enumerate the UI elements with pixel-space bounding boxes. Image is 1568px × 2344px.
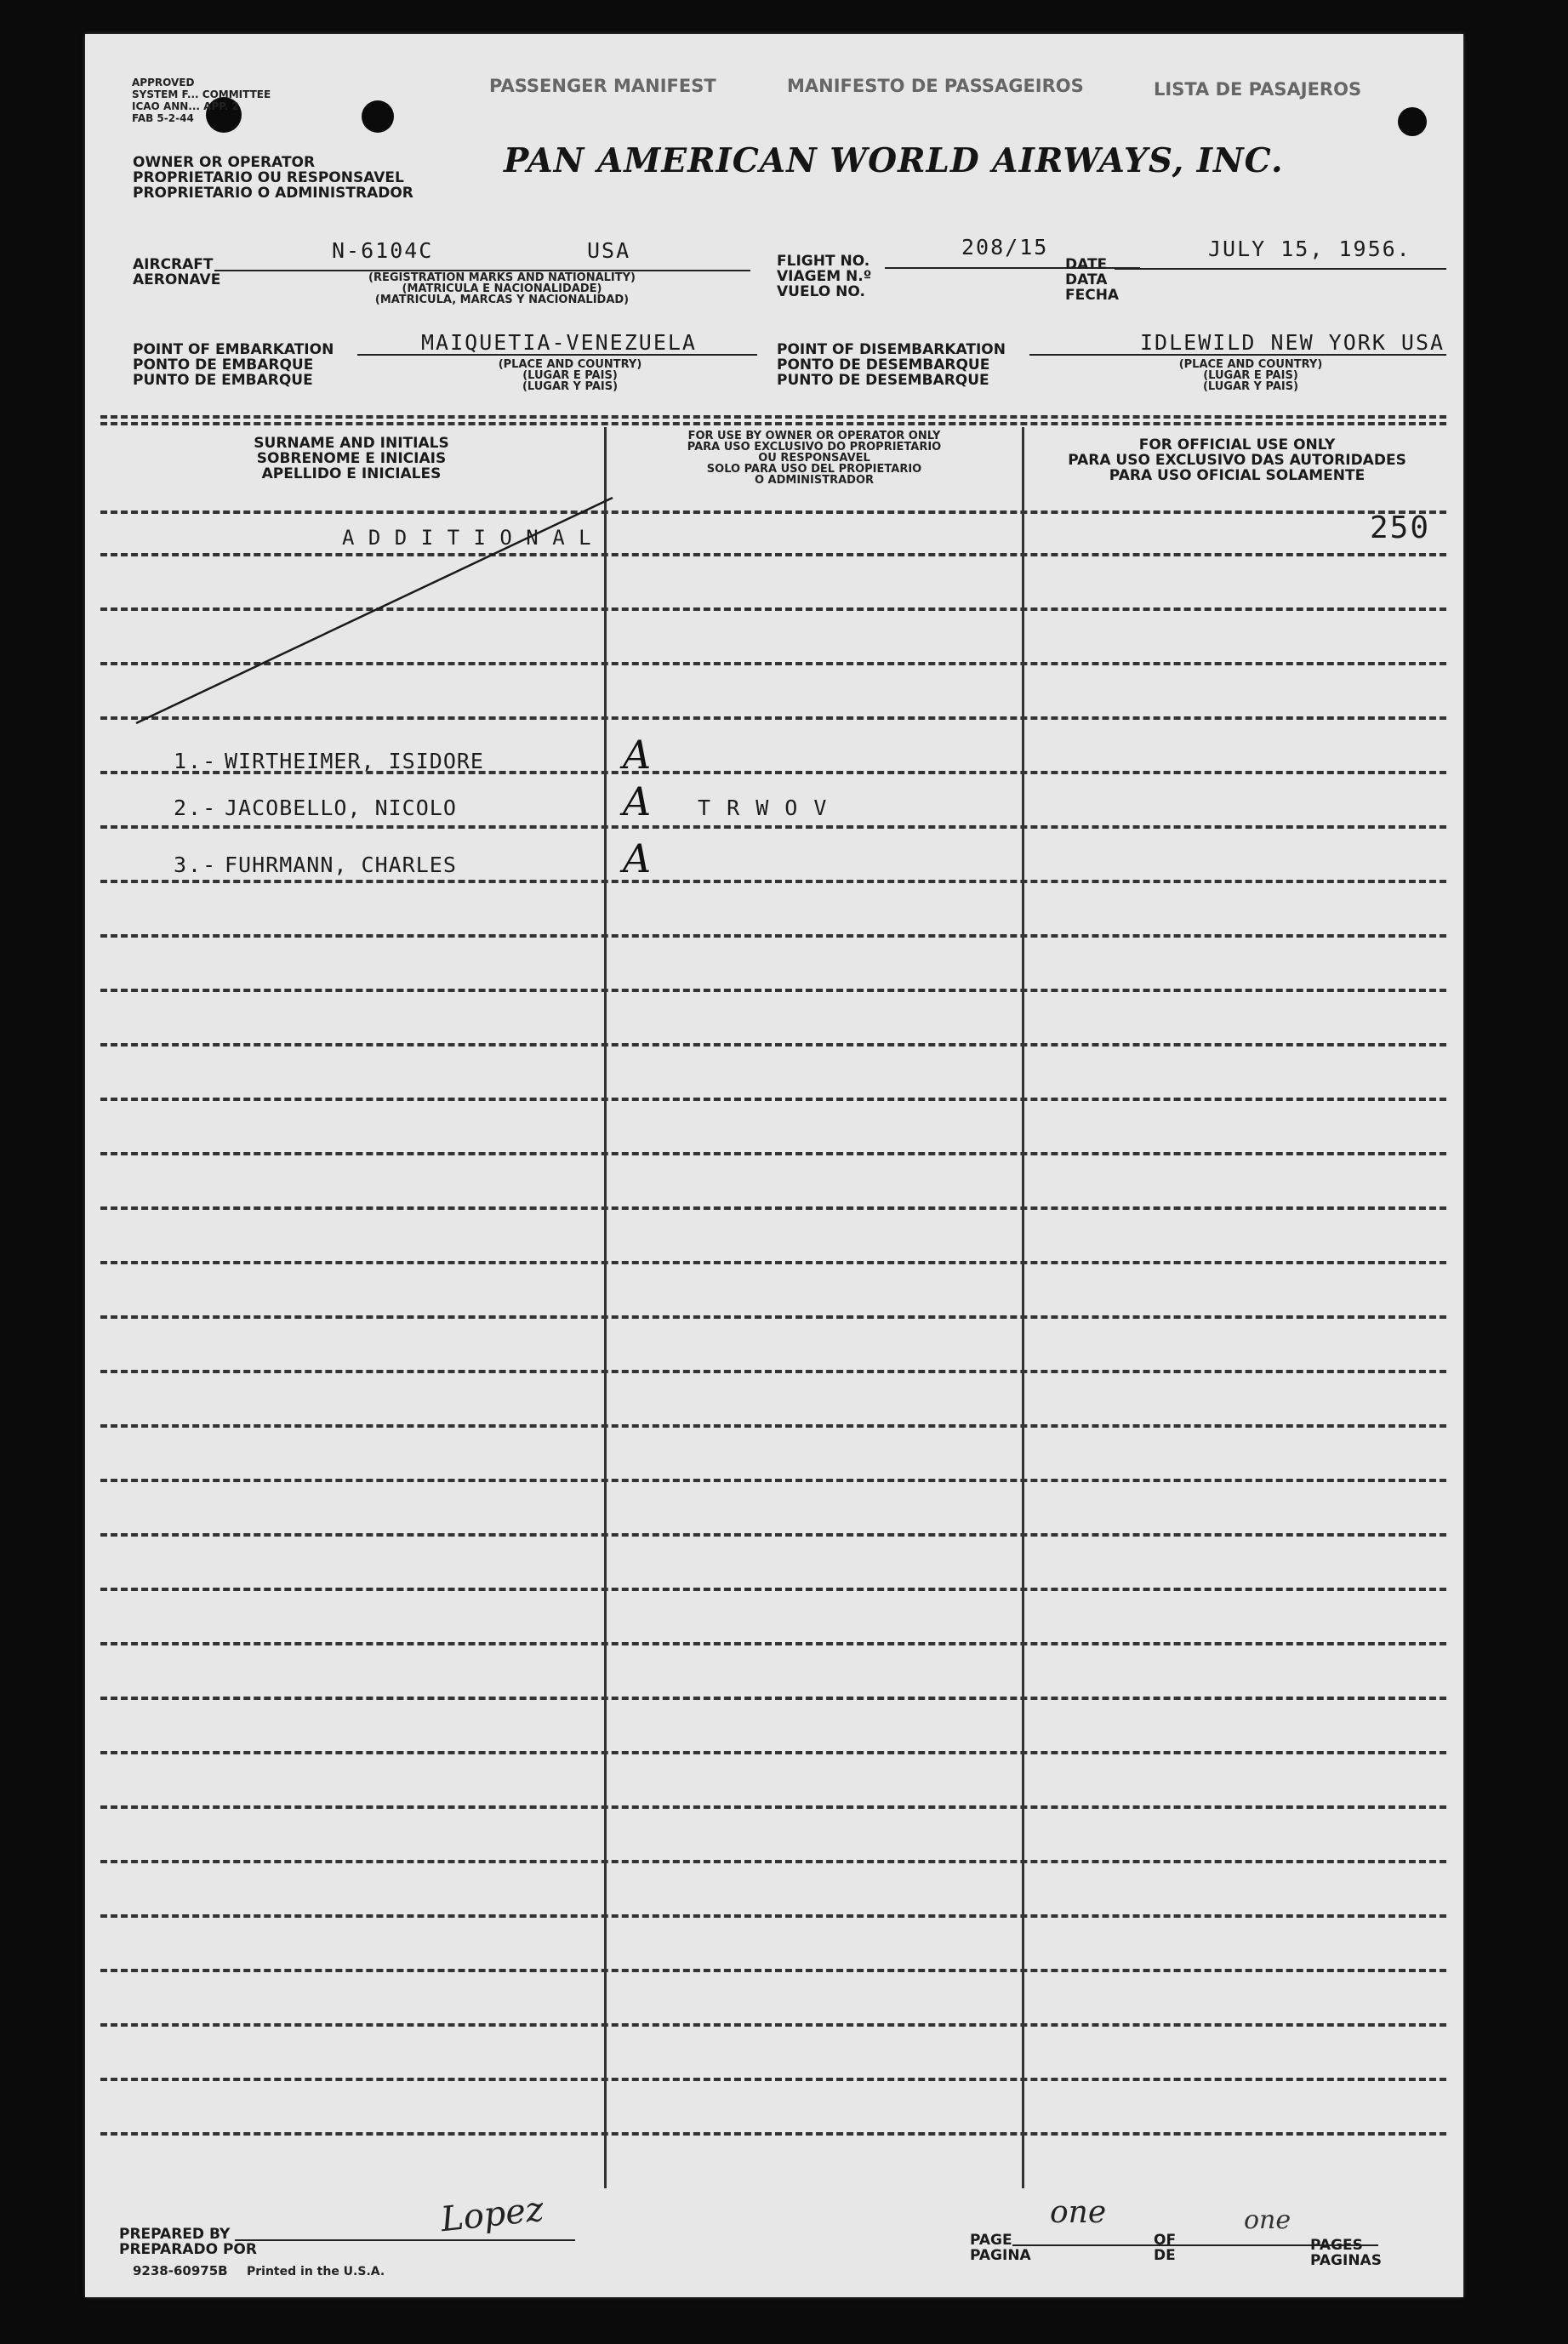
passenger-name: WIRTHEIMER, ISIDORE: [225, 749, 484, 773]
cancel-diagonal: [85, 34, 1463, 800]
prepared-by-underline: [235, 2239, 575, 2241]
passenger-owner-note: T R W O V: [698, 796, 829, 820]
official-count: 250: [1370, 510, 1431, 545]
ruled-line: [100, 1370, 1446, 1373]
form-number: 9238-60975B: [133, 2263, 228, 2278]
ruled-line: [100, 1098, 1446, 1101]
disembarkation-label-es: PUNTO DE DESEMBARQUE: [777, 372, 989, 389]
ruled-line: [100, 1914, 1446, 1918]
page-value: one: [1050, 2195, 1107, 2230]
date-label-pt: DATA: [1065, 271, 1108, 288]
ruled-line: [100, 1751, 1446, 1754]
column-header-owner-line: PARA USO EXCLUSIVO DO PROPRIETARIO: [687, 441, 942, 453]
passenger-name: FUHRMANN, CHARLES: [225, 853, 457, 877]
column-header-official-line: PARA USO EXCLUSIVO DAS AUTORIDADES: [1068, 452, 1406, 469]
column-header-owner-line: OU RESPONSAVEL: [758, 452, 870, 465]
column-header-surname-line: APELLIDO E INICIALES: [261, 465, 442, 482]
manifest-sheet: [85, 34, 1463, 2297]
date-label-es: FECHA: [1065, 287, 1120, 304]
flight-label-es: VUELO NO.: [777, 283, 865, 300]
ruled-line: [100, 1805, 1446, 1809]
passenger-name: JACOBELLO, NICOLO: [225, 796, 457, 820]
aircraft-registration: N-6104C: [332, 238, 434, 263]
embarkation-value: MAIQUETIA-VENEZUELA: [421, 330, 697, 355]
embarkation-sub-label: (PLACE AND COUNTRY): [498, 358, 642, 371]
embarkation-sub-label: (LUGAR E PAIS): [522, 369, 618, 382]
flight-label-en: FLIGHT NO.: [777, 253, 870, 270]
of-value: one: [1244, 2205, 1291, 2235]
passenger-row: [85, 778, 1463, 830]
passenger-check-mark: A: [623, 778, 652, 824]
embarkation-sub-label: (LUGAR Y PAIS): [522, 380, 619, 393]
owner-label-en: OWNER OR OPERATOR: [133, 154, 316, 171]
column-header-owner-line: SOLO PARA USO DEL PROPIETARIO: [706, 463, 922, 476]
prepared-by-labels: [119, 2227, 257, 2257]
of-labels: [1154, 2233, 1176, 2263]
embarkation-label-es: PUNTO DE EMBARQUE: [133, 372, 313, 389]
passenger-row: [85, 732, 1463, 783]
passenger-row: [85, 836, 1463, 887]
date-label-en: DATE: [1065, 256, 1108, 273]
column-header-official-line: PARA USO OFICIAL SOLAMENTE: [1109, 467, 1366, 484]
aircraft-sub-label: (REGISTRATION MARKS AND NATIONALITY): [368, 271, 636, 284]
approval-line: SYSTEM F... COMMITTEE: [132, 88, 271, 100]
ruled-line: [100, 1642, 1446, 1645]
title-spanish: LISTA DE PASAJEROS: [1154, 79, 1362, 100]
aircraft-sub-label: (MATRICULA, MARCAS Y NACIONALIDAD): [374, 294, 630, 306]
ruled-line: [100, 1969, 1446, 1972]
prepared-by-label-pt: PREPARADO POR: [119, 2241, 257, 2258]
pages-label-en: PAGES: [1310, 2237, 1363, 2254]
ruled-line: [100, 1697, 1446, 1700]
ruled-line: [100, 1533, 1446, 1537]
ruled-line: [100, 1261, 1446, 1264]
disembarkation-sub-label: (LUGAR E PAIS): [1203, 369, 1298, 382]
ruled-line: [100, 1424, 1446, 1428]
ruled-line: [100, 1588, 1446, 1591]
disembarkation-sub-label: (PLACE AND COUNTRY): [1178, 358, 1323, 371]
date-value: JULY 15, 1956.: [1208, 237, 1411, 261]
aircraft-nationality: USA: [587, 238, 631, 263]
passenger-number: 3.-: [174, 853, 218, 877]
owner-label-es: PROPRIETARIO O ADMINISTRADOR: [133, 185, 413, 202]
passenger-check-mark: A: [623, 732, 652, 778]
title-english: PASSENGER MANIFEST: [489, 76, 716, 96]
disembarkation-value: IDLEWILD NEW YORK USA: [1140, 330, 1445, 355]
ruled-line: [100, 1206, 1446, 1210]
ruled-line: [100, 2132, 1446, 2136]
disembarkation-sub-label: (LUGAR Y PAIS): [1202, 380, 1299, 393]
page-label-pt: PAGINA: [970, 2247, 1031, 2264]
approval-line: APPROVED: [132, 77, 195, 88]
disembarkation-label-pt: PONTO DE DESEMBARQUE: [777, 356, 990, 374]
passenger-check-mark: A: [623, 836, 652, 881]
approval-line: FAB 5-2-44: [132, 112, 194, 124]
airline-name: PAN AMERICAN WORLD AIRWAYS, INC.: [504, 141, 1284, 180]
printed-in-usa: Printed in the U.S.A.: [247, 2265, 385, 2278]
ruled-line: [100, 1315, 1446, 1319]
flight-number: 208/15: [961, 235, 1049, 259]
aircraft-label-pt: AERONAVE: [133, 271, 221, 288]
prepared-by-signature: Lopez: [438, 2189, 546, 2240]
page-labels: [970, 2233, 1031, 2263]
ruled-line: [100, 1479, 1446, 1482]
prepared-by-label-en: PREPARED BY: [119, 2226, 231, 2243]
column-header-owner-line: FOR USE BY OWNER OR OPERATOR ONLY: [687, 430, 941, 442]
ruled-line: [100, 1043, 1446, 1047]
owner-label-pt: PROPRIETARIO OU RESPONSAVEL: [133, 169, 404, 186]
column-header-surname-line: SOBRENOME E INICIAIS: [256, 450, 447, 467]
approval-line: ICAO ANN... APP. 2: [132, 100, 239, 112]
embarkation-label-en: POINT OF EMBARKATION: [133, 341, 334, 358]
of-label-pt: DE: [1154, 2247, 1176, 2264]
ruled-line: [100, 1152, 1446, 1155]
ruled-line: [100, 1860, 1446, 1863]
flight-label-pt: VIAGEM N.º: [777, 268, 872, 285]
additional-label: A D D I T I O N A L: [342, 526, 592, 550]
passenger-number: 2.-: [174, 796, 218, 820]
disembarkation-label-en: POINT OF DISEMBARKATION: [777, 341, 1006, 358]
ruled-line: [100, 934, 1446, 938]
column-header-official-line: FOR OFFICIAL USE ONLY: [1138, 436, 1336, 453]
embarkation-label-pt: PONTO DE EMBARQUE: [133, 356, 314, 374]
page-label-en: PAGE: [970, 2232, 1012, 2249]
ruled-line: [100, 989, 1446, 992]
aircraft-label-en: AIRCRAFT: [133, 256, 214, 273]
pages-labels: [1310, 2238, 1382, 2268]
column-header-surname-line: SURNAME AND INITIALS: [254, 435, 449, 452]
aircraft-sub-label: (MATRICULA E NACIONALIDADE): [402, 282, 602, 295]
passenger-number: 1.-: [174, 749, 218, 773]
ruled-line: [100, 2078, 1446, 2081]
pages-label-pt: PAGINAS: [1310, 2252, 1382, 2269]
title-portuguese: MANIFESTO DE PASSAGEIROS: [787, 76, 1084, 96]
of-label-en: OF: [1154, 2232, 1177, 2249]
ruled-line: [100, 2023, 1446, 2027]
column-header-owner-line: O ADMINISTRADOR: [754, 474, 875, 487]
